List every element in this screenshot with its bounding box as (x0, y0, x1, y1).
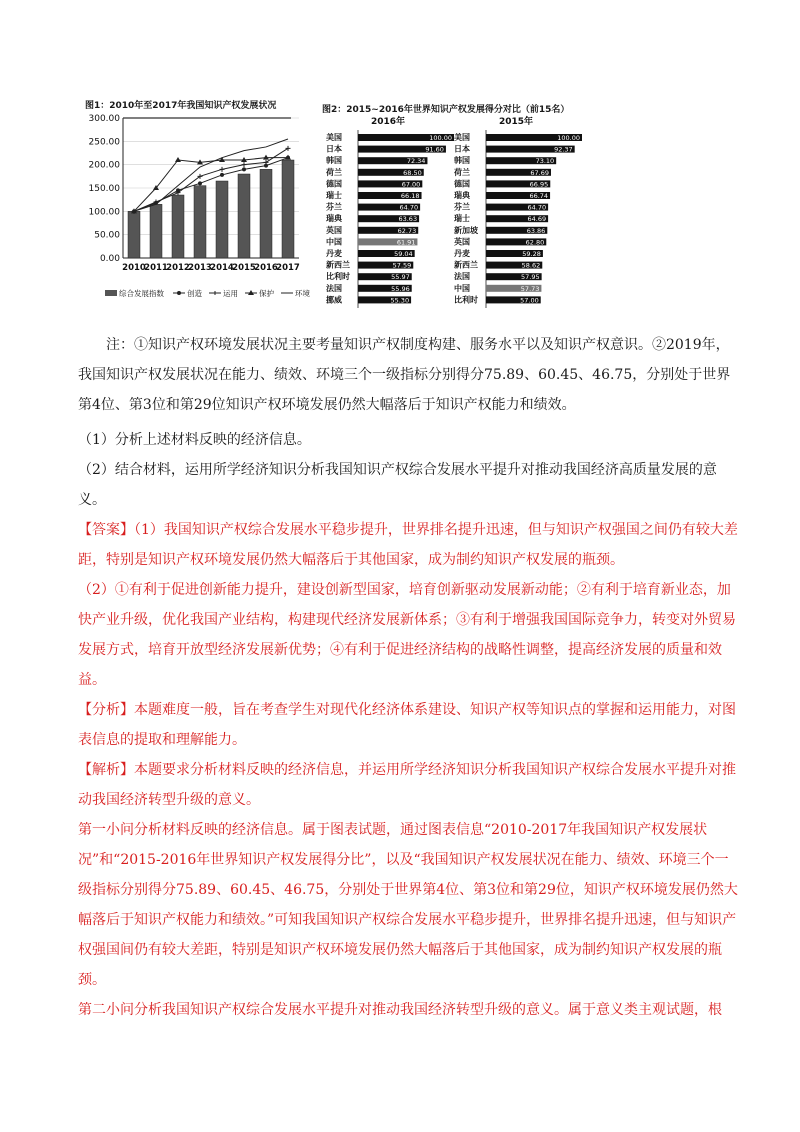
point-保护 (175, 157, 181, 162)
country-label: 美国 (454, 133, 470, 142)
legend-label: 创造 (187, 289, 202, 298)
figure-2 (322, 102, 590, 316)
bar-综合发展指数 (216, 181, 228, 258)
point-运用 (220, 167, 225, 172)
bar-value-label: 57.00 (520, 296, 539, 305)
explanation-part-2: 第二小问分析我国知识产权综合发展水平提升对推动我国经济转型升级的意义。属于意义类主观试题，根 (78, 1002, 722, 1018)
figure-2-title: 图2：2015~2016年世界知识产权发展得分对比（前15名） (322, 105, 570, 115)
bar-综合发展指数 (282, 160, 294, 258)
bar-value-label: 58.62 (521, 261, 541, 270)
country-label: 中国 (326, 237, 342, 247)
bar-综合发展指数 (238, 174, 250, 258)
bar-value-label: 57.73 (520, 284, 540, 293)
bar-value-label: 64.69 (527, 215, 547, 224)
bar-综合发展指数 (128, 211, 140, 258)
x-tick-label: 2017 (276, 263, 300, 273)
bar-value-label: 62.73 (397, 226, 417, 235)
bar-value-label: 100.00 (557, 134, 580, 142)
bar-value-label: 57.95 (521, 273, 540, 282)
point-创造 (198, 181, 202, 185)
y-tick-label: 150.00 (88, 184, 120, 194)
x-tick-label: 2016 (254, 263, 278, 273)
bar-综合发展指数 (194, 186, 206, 258)
legend-label: 环境 (295, 289, 310, 298)
country-label: 瑞士 (326, 191, 342, 200)
x-tick-label: 2015 (232, 263, 256, 273)
bar-value-label: 57.59 (392, 261, 412, 270)
legend-marker (213, 291, 217, 295)
panel-label: 2015年 (498, 117, 534, 127)
bar-value-label: 66.95 (529, 180, 549, 189)
y-tick-label: 200.00 (88, 160, 120, 171)
country-label: 德国 (454, 179, 470, 189)
figure-1 (85, 98, 315, 310)
bar-value-label: 64.70 (527, 203, 547, 212)
y-tick-label: 50.00 (94, 230, 120, 241)
point-运用 (286, 146, 291, 151)
questions (78, 425, 740, 515)
y-tick-label: 300.00 (88, 114, 120, 124)
point-创造 (242, 167, 246, 171)
legend-label: 运用 (223, 289, 238, 298)
point-创造 (220, 173, 224, 177)
country-label: 日本 (326, 144, 342, 154)
panel-label: 2016年 (370, 117, 406, 127)
country-label: 瑞典 (326, 214, 342, 224)
bar-value-label: 63.63 (398, 215, 418, 224)
country-label: 日本 (454, 144, 470, 154)
bar-value-label: 68.50 (403, 168, 422, 177)
country-label: 芬兰 (454, 202, 470, 212)
bar-value-label: 63.86 (526, 226, 546, 235)
bar-value-label: 55.96 (391, 284, 410, 293)
answer-1: 【答案】（1）我国知识产权综合发展水平稳步提升，世界排名提升迅速，但与知识产权强国之间仍有较大差距，特别是知识产权环境发展仍然大幅落后于其他国家，成为制约知识产权发展的瓶颈。 (78, 522, 738, 568)
note-text: 注：①知识产权环境发展状况主要考量知识产权制度构建、服务水平以及知识产权意识。②2019年，我国知识产权发展状况在能力、绩效、环境三个一级指标分别得分75.89、60.45、46.75，分别处于世界第4位、第3位和第29位知识产权环境发展仍然大幅落后于知识产权能力和绩效。 (78, 337, 731, 413)
bar-value-label: 59.04 (394, 250, 413, 258)
y-tick-label: 100.00 (88, 207, 120, 218)
bar-value-label: 62.80 (525, 238, 545, 247)
x-tick-label: 2012 (166, 263, 190, 273)
country-label: 德国 (326, 179, 342, 189)
point-运用 (264, 160, 269, 165)
explanation-text: 【解析】本题要求分析材料反映的经济信息，并运用所学经济知识分析我国知识产权综合发展水平提升对推动我国经济转型升级的意义。 (78, 762, 736, 808)
country-label: 荷兰 (326, 167, 342, 177)
country-label: 丹麦 (454, 249, 470, 258)
country-label: 新加坡 (454, 225, 478, 235)
bar-value-label: 61.91 (396, 238, 416, 247)
figure-1-chart (85, 110, 315, 310)
explanation-part-1: 第一小问分析材料反映的经济信息。属于图表试题，通过图表信息“2010-2017年我国知识产权发展状况”和“2015-2016年世界知识产权发展得分比”，以及“我国知识产权发展状况在能力、绩效、环境三个一级指标分别得分75.89、60.45、46.75，分别处于世界第4位、第3位和第29位，知识产权环境发展仍然大幅落后于知识产权能力和绩效。”可知我国知识产权综合发展水平稳步提升，世界排名提升迅速，但与知识产权强国间仍有较大差距，特别是知识产权环境发展仍然大幅落后于其他国家，成为制约知识产权发展的瓶颈。 (78, 822, 738, 988)
legend-swatch (105, 290, 117, 296)
legend-label: 综合发展指数 (119, 289, 164, 298)
country-label: 新西兰 (454, 260, 478, 270)
bar-value-label: 100.00 (429, 134, 452, 142)
bar-value-label: 59.28 (522, 250, 541, 258)
legend-label: 保护 (259, 289, 274, 298)
country-label: 比利时 (454, 295, 478, 305)
y-tick-label: 0.00 (99, 254, 120, 264)
x-tick-label: 2011 (144, 263, 168, 273)
question-1: （1）分析上述材料反映的经济信息。 (78, 432, 311, 448)
figure-1-title: 图1：2010年至2017年我国知识产权发展状况 (85, 101, 277, 111)
country-label: 韩国 (326, 156, 342, 166)
country-label: 英国 (454, 237, 470, 247)
country-label: 芬兰 (326, 202, 342, 212)
analysis-text: 【分析】本题难度一般，旨在考查学生对现代化经济体系建设、知识产权等知识点的掌握和运用能力，对图表信息的提取和理解能力。 (78, 702, 736, 748)
bar-value-label: 67.69 (530, 168, 549, 177)
bar-value-label: 91.60 (425, 145, 444, 154)
country-label: 丹麦 (326, 249, 342, 258)
question-2: （2）结合材料，运用所学经济知识分析我国知识产权综合发展水平提升对推动我国经济高质量发展的意义。 (78, 462, 717, 508)
bar-value-label: 72.34 (406, 157, 426, 166)
country-label: 荷兰 (454, 167, 470, 177)
bar-value-label: 67.00 (401, 180, 421, 189)
bar-value-label: 66.74 (529, 192, 549, 200)
bar-value-label: 55.30 (390, 296, 410, 305)
point-运用 (242, 162, 247, 167)
bar-综合发展指数 (260, 169, 272, 258)
figure-2-chart (322, 112, 590, 316)
legend-marker (177, 291, 181, 295)
country-label: 美国 (326, 133, 342, 142)
country-label: 挪威 (326, 295, 342, 305)
bar-value-label: 55.97 (391, 273, 410, 282)
country-label: 法国 (326, 283, 342, 293)
answer-2: （2）①有利于促进创新能力提升，建设创新型国家，培育创新驱动发展新动能；②有利于培育新业态，加快产业升级，优化我国产业结构，构建现代经济发展新体系；③有利于增强我国国际竞争力，转变对外贸易发展方式，培育开放型经济发展新优势；④有利于促进经济结构的战略性调整，提高经济发展的质量和效益。 (78, 582, 736, 688)
x-tick-label: 2010 (122, 263, 146, 273)
x-tick-label: 2013 (188, 263, 212, 273)
country-label: 瑞士 (454, 214, 470, 224)
x-tick-label: 2014 (210, 263, 234, 273)
country-label: 瑞典 (454, 191, 470, 200)
bar-综合发展指数 (172, 195, 184, 258)
answer-block (78, 515, 740, 1025)
note-block (78, 330, 740, 420)
y-tick-label: 250.00 (88, 137, 120, 148)
country-label: 法国 (454, 272, 470, 282)
bar-value-label: 73.10 (535, 157, 555, 166)
bar-value-label: 66.18 (400, 192, 420, 200)
country-label: 中国 (454, 283, 470, 293)
bar-value-label: 64.70 (399, 203, 419, 212)
country-label: 新西兰 (326, 260, 350, 270)
bar-value-label: 92.37 (554, 145, 573, 154)
bar-综合发展指数 (150, 204, 162, 258)
country-label: 比利时 (326, 272, 350, 282)
country-label: 韩国 (454, 156, 470, 166)
country-label: 英国 (326, 225, 342, 235)
